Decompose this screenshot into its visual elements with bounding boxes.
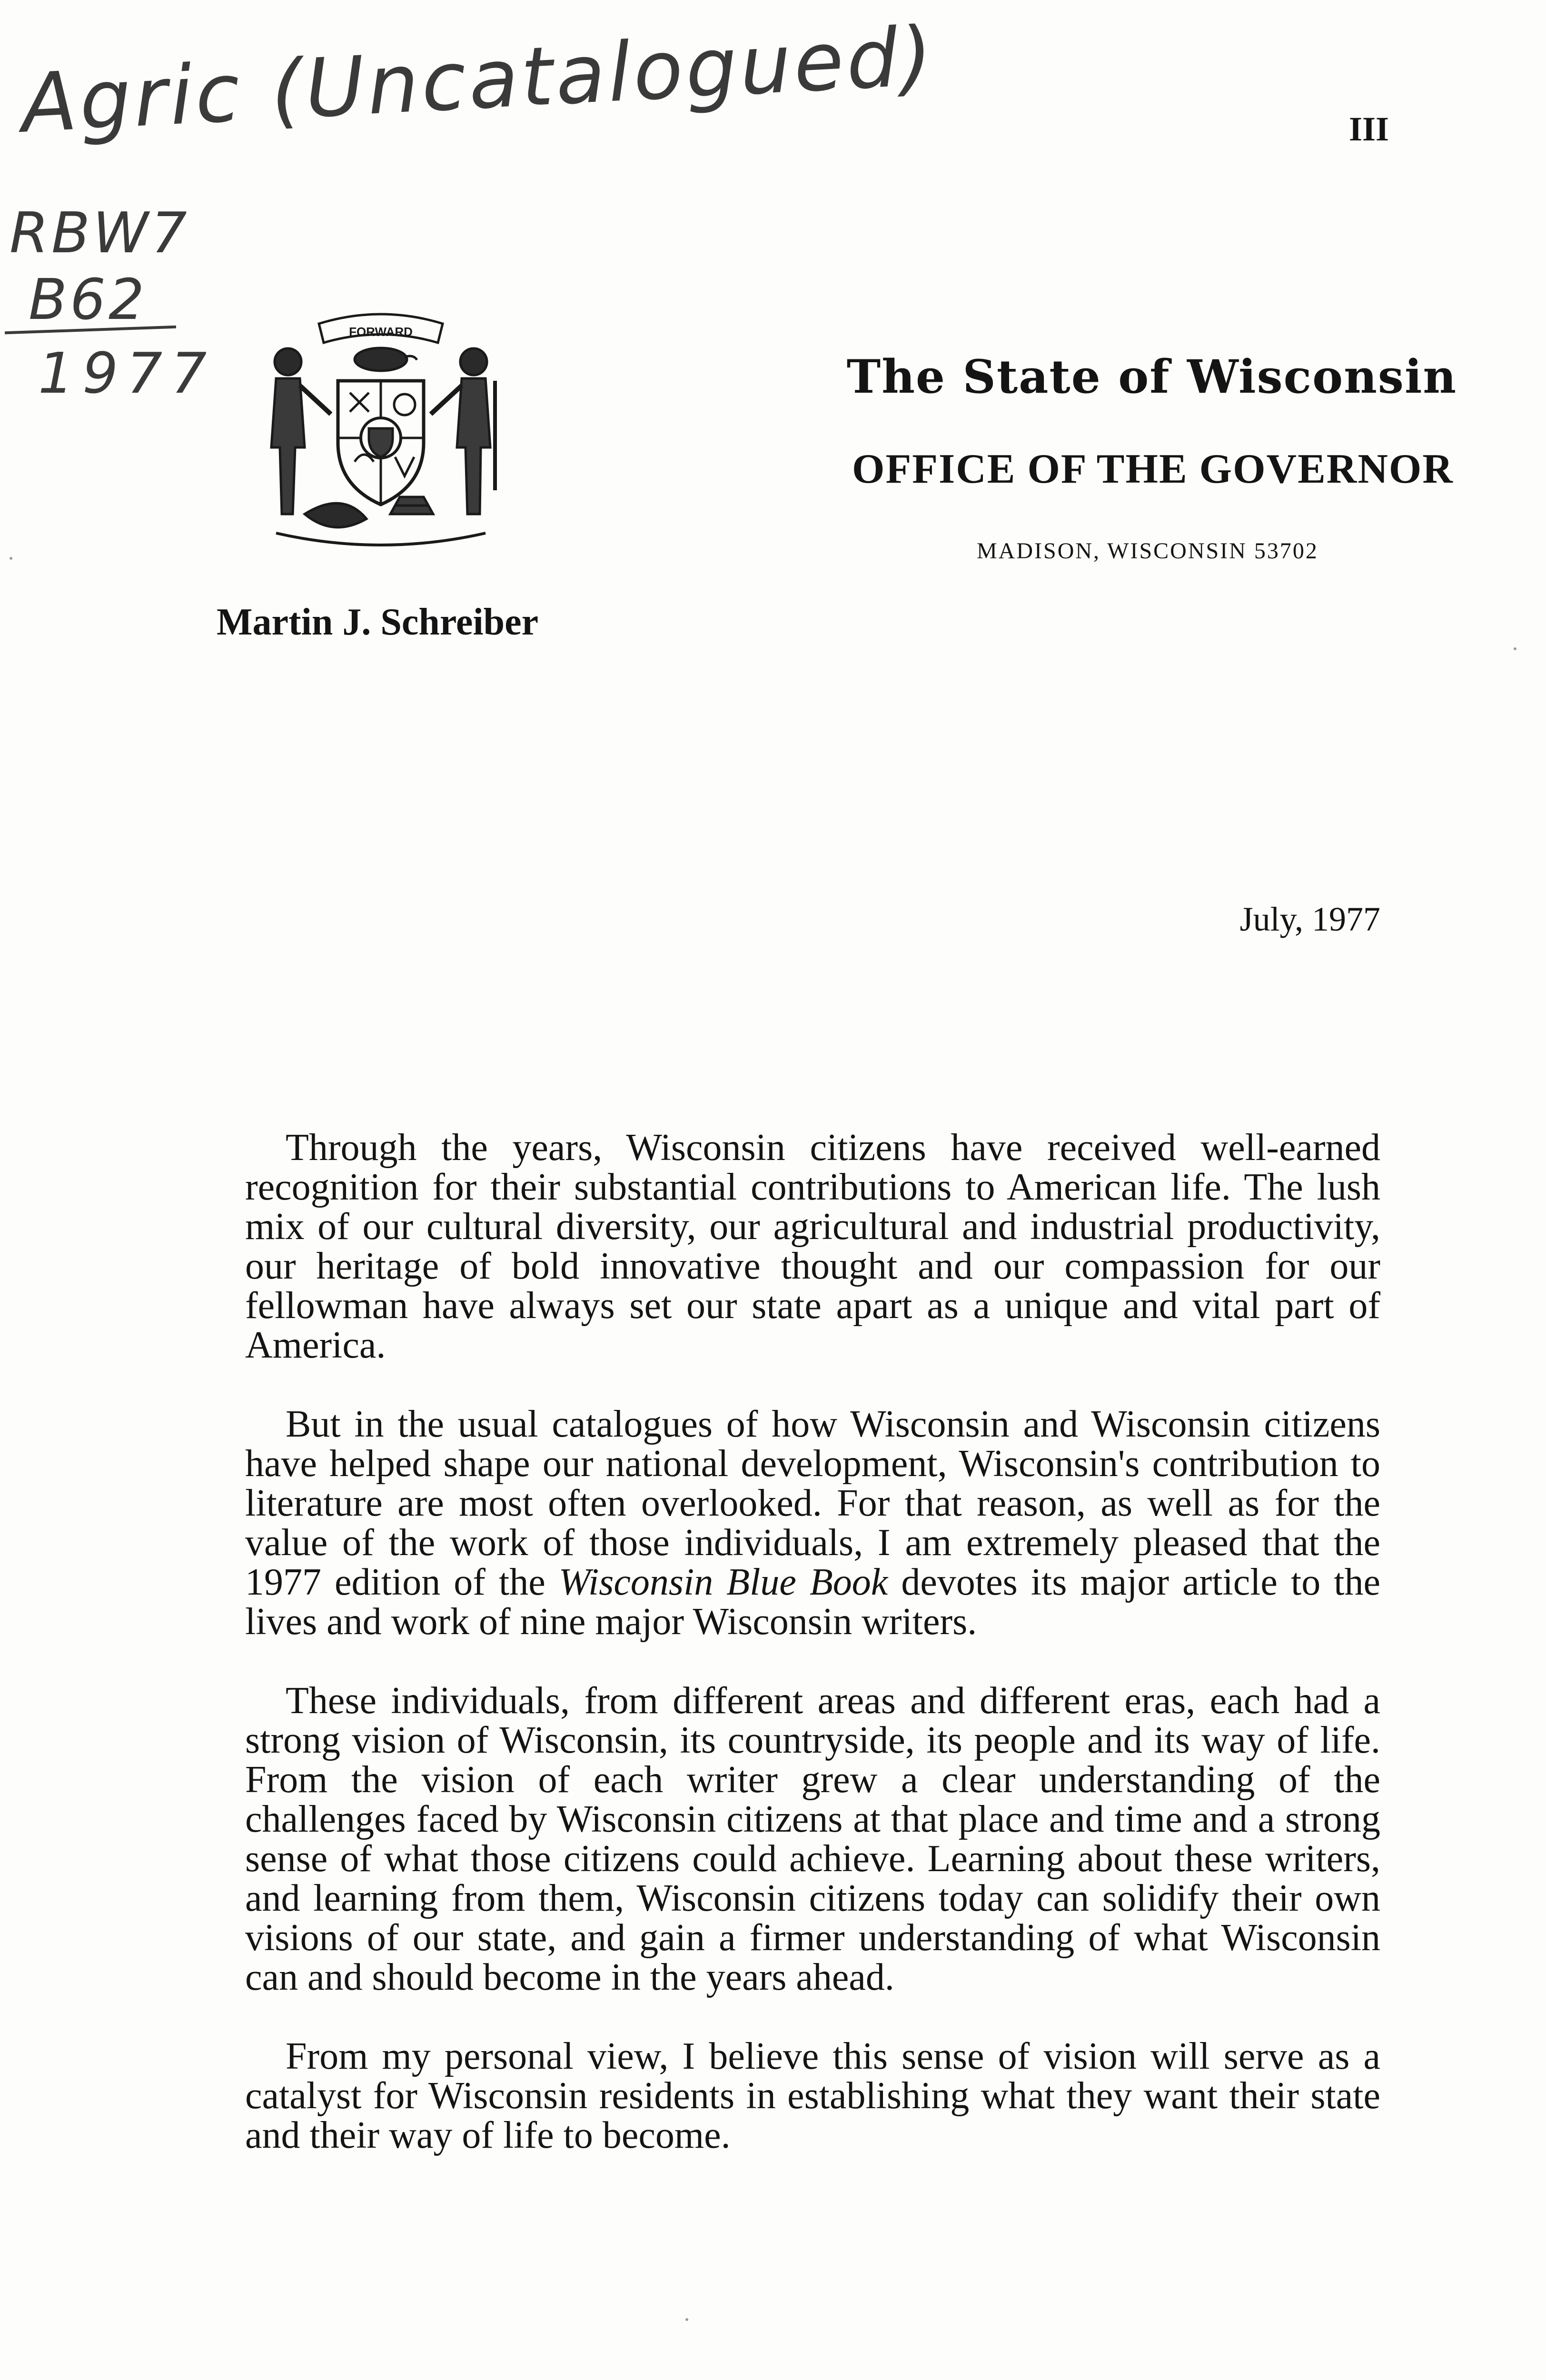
handwritten-title-note: Agric (Uncatalogued) xyxy=(19,9,938,151)
handwritten-call-number: RBW7 xyxy=(10,200,190,266)
page-number: III xyxy=(1348,110,1389,148)
scan-speck xyxy=(685,2318,688,2321)
handwritten-shelf-mark: B62 xyxy=(29,267,148,332)
paragraph-2-part-1: But in the usual catalogues of how Wisconsin and Wisconsin citizens have helped shape our national development, Wisconsin's contribution to literature are most often overlooked. For that reason, as well as for the value of the work of those individuals, I am extremely pleased that the 1977 edition of the xyxy=(245,1403,1380,1603)
governor-name: Martin J. Schreiber xyxy=(217,601,539,643)
office-title: OFFICE OF THE GOVERNOR xyxy=(852,446,1454,492)
scan-speck xyxy=(10,557,12,560)
paragraph-2-part-2: devotes its major article to the lives and work of nine major Wisconsin writers. xyxy=(245,1561,1381,1643)
paragraph-4: From my personal view, I believe this sense of vision will serve as a catalyst for Wisconsin residents in establishing what they want their state and their way of life to become. xyxy=(245,2035,1380,2156)
letter-body xyxy=(245,1128,1380,2195)
paragraph-1: Through the years, Wisconsin citizens have received well-earned recognition for their substantial contributions to American life. The lush mix of our cultural diversity, our agricultural and industrial productivity, our heritage of bold innovative thought and our compassion for our fellowman have always set our state apart as a unique and vital part of America. xyxy=(245,1127,1380,1366)
blue-book-title: Wisconsin Blue Book xyxy=(558,1561,888,1603)
state-title: The State of Wisconsin xyxy=(846,350,1457,404)
scan-speck xyxy=(1514,647,1516,650)
paragraph-3: These individuals, from different areas and different eras, each had a strong vision of Wisconsin, its countryside, its people and its way of life. From the vision of each writer grew a clear understanding of the challenges faced by Wisconsin citizens at that place and time and a strong sense of what those citizens could achieve. Learning about these writers, and learning from them, Wisconsin citizens today can solidify their own visions of our state, and gain a firmer understanding of what Wisconsin can and should become in the years ahead. xyxy=(245,1680,1380,1998)
letter-date: July, 1977 xyxy=(1239,900,1380,938)
handwritten-year: 1977 xyxy=(38,340,216,406)
seal-motto: FORWARD xyxy=(349,325,413,339)
paragraph-2 xyxy=(245,1405,1380,1642)
office-address: MADISON, WISCONSIN 53702 xyxy=(977,538,1318,564)
wisconsin-seal-icon xyxy=(248,290,514,557)
